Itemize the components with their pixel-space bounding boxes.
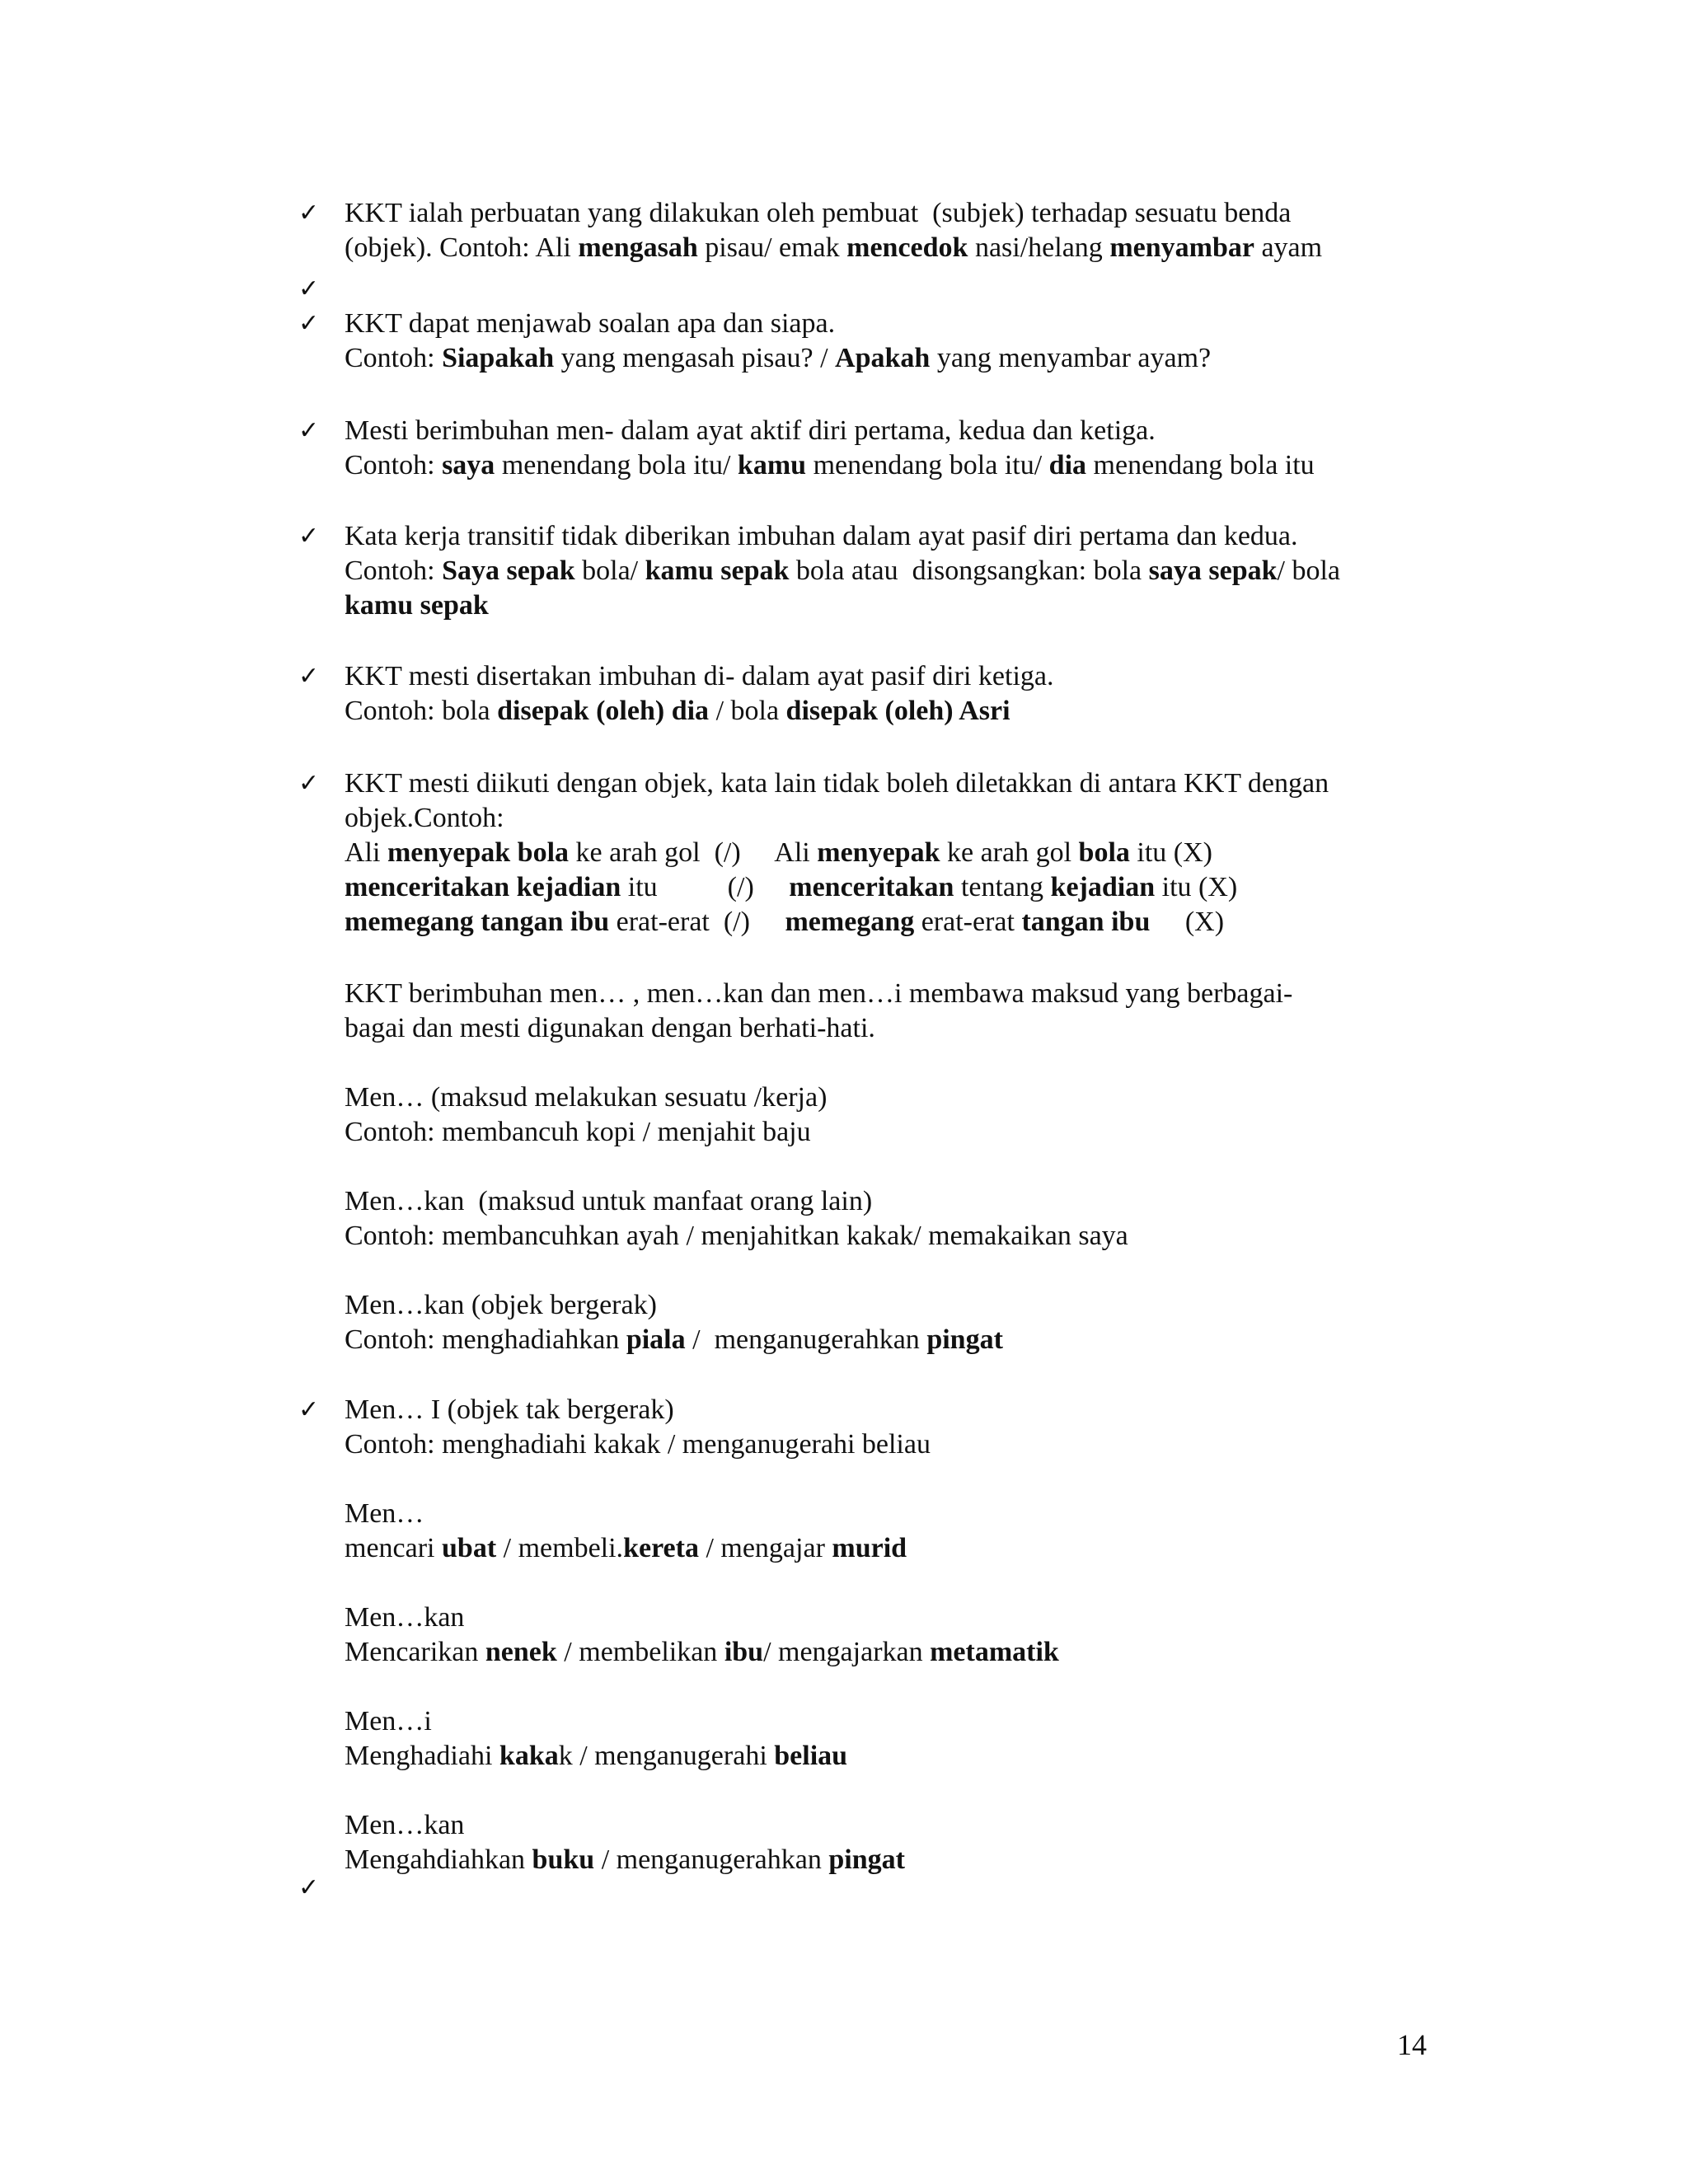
text-line: [345, 1323, 1441, 1357]
text-line: [345, 1393, 1441, 1427]
text-run: Ali: [345, 837, 387, 868]
text-run: pisau/ emak: [697, 232, 847, 263]
checkmark-icon: ✓: [298, 199, 320, 227]
text-run: / menganugerahkan: [594, 1844, 829, 1875]
text-run: menendang bola itu: [1086, 450, 1315, 480]
bold-text: menyepak: [817, 837, 940, 868]
text-run: ayam: [1254, 232, 1323, 263]
text-line: [345, 836, 1441, 870]
text-run: Contoh: bola: [345, 696, 498, 726]
text-run: mencari: [345, 1533, 442, 1563]
bullet-text: [345, 766, 1441, 940]
text-run: Men…kan: [345, 1810, 465, 1840]
text-run: (X): [1150, 907, 1225, 937]
text-run: (objek). Contoh: Ali: [345, 232, 579, 263]
bold-text: menyepak bola: [387, 837, 570, 868]
bold-text: ibu: [724, 1637, 764, 1667]
bold-text: murid: [832, 1533, 907, 1563]
text-run: / mengajar: [698, 1533, 832, 1563]
text-line: [345, 1635, 1441, 1670]
text-line: [345, 196, 1441, 231]
text-run: k / menganugerahi: [558, 1741, 775, 1771]
text-line: [345, 694, 1441, 729]
bold-text: mengasah: [578, 232, 698, 263]
text-line: [345, 1497, 1441, 1531]
text-line: [345, 1704, 1441, 1739]
text-line: [345, 588, 1441, 623]
text-line: [345, 1080, 1441, 1115]
text-run: Contoh:: [345, 343, 443, 373]
bold-text: kejadian: [1050, 872, 1156, 902]
text-line: [345, 1184, 1441, 1219]
text-line: [345, 554, 1441, 588]
text-run: Men…kan: [345, 1602, 465, 1633]
bold-text: tangan ibu: [1021, 907, 1151, 937]
text-run: Men… I (objek tak bergerak): [345, 1394, 674, 1425]
bold-text: Apakah: [835, 343, 931, 373]
text-run: bagai dan mesti digunakan dengan berhati-hati.: [345, 1013, 875, 1043]
text-line: [345, 1601, 1441, 1635]
bullet-text: [345, 519, 1441, 623]
bold-text: memegang tangan ibu: [345, 907, 610, 937]
text-run: menendang bola itu/: [806, 450, 1049, 480]
text-run: / bola: [709, 696, 786, 726]
text-line: [345, 977, 1441, 1011]
bold-text: nenek: [485, 1637, 557, 1667]
text-run: bola atau disongsangkan: bola: [789, 555, 1149, 586]
bold-text: pingat: [828, 1844, 905, 1875]
text-line: [345, 1843, 1441, 1877]
text-line: [345, 1462, 1441, 1497]
text-run: KKT ialah perbuatan yang dilakukan oleh pembuat (subjek) terhadap sesuatu benda: [345, 198, 1292, 228]
bold-text: beliau: [774, 1741, 848, 1771]
text-line: [345, 448, 1441, 483]
text-line: [345, 1808, 1441, 1843]
text-line: [345, 341, 1441, 376]
bold-text: kamu sepak: [645, 555, 790, 586]
text-line: [345, 519, 1441, 554]
text-line: [345, 1427, 1441, 1462]
text-run: KKT dapat menjawab soalan apa dan siapa.: [345, 308, 836, 339]
text-run: nasi/helang: [968, 232, 1110, 263]
text-run: Contoh: membancuhkan ayah / menjahitkan kakak/ memakaikan saya: [345, 1221, 1128, 1251]
text-run: Contoh:: [345, 555, 443, 586]
text-run: yang mengasah pisau? /: [554, 343, 836, 373]
text-run: Men… (maksud melakukan sesuatu /kerja): [345, 1082, 828, 1113]
text-line: [345, 801, 1441, 836]
bold-text: mencedok: [846, 232, 968, 263]
text-run: / bola: [1277, 555, 1341, 586]
text-run: ke arah gol (/) Ali: [569, 837, 818, 868]
text-line: [345, 1150, 1441, 1184]
text-run: Mesti berimbuhan men- dalam ayat aktif diri pertama, kedua dan ketiga.: [345, 415, 1156, 446]
text-run: Men…: [345, 1498, 424, 1529]
text-run: Contoh:: [345, 450, 443, 480]
text-run: Contoh: menghadiahkan: [345, 1324, 626, 1355]
bold-text: saya: [442, 450, 495, 480]
text-run: Men…i: [345, 1706, 432, 1736]
bold-text: menceritakan kejadian: [345, 872, 621, 902]
text-run: tentang: [954, 872, 1051, 902]
text-line: [345, 1288, 1441, 1323]
text-run: Contoh: membancuh kopi / menjahit baju: [345, 1117, 811, 1147]
text-line: [345, 1670, 1441, 1704]
bold-text: dia: [1048, 450, 1087, 480]
text-line: [345, 1531, 1441, 1566]
bold-text: menyambar: [1109, 232, 1254, 263]
text-run: itu (X): [1129, 837, 1212, 868]
bold-text: saya sepak: [1148, 555, 1278, 586]
bullet-text: [345, 659, 1441, 729]
bold-text: kamu sepak: [345, 590, 489, 621]
bold-text: kamu: [737, 450, 807, 480]
text-run: / menganugerahkan: [685, 1324, 927, 1355]
bold-text: Saya sepak: [442, 555, 575, 586]
text-line: [345, 1115, 1441, 1150]
bullet-text: [345, 1393, 1441, 1877]
text-line: [345, 1774, 1441, 1808]
page-number: 14: [1397, 2028, 1427, 2061]
text-line: [345, 231, 1441, 265]
text-run: Menghadiahi: [345, 1741, 499, 1771]
text-run: yang menyambar ayam?: [930, 343, 1212, 373]
text-line: [345, 659, 1441, 694]
text-run: erat-erat: [914, 907, 1022, 937]
bold-text: kereta: [623, 1533, 699, 1563]
text-line: [345, 1219, 1441, 1254]
bold-text: menceritakan: [789, 872, 954, 902]
bold-text: buku: [532, 1844, 595, 1875]
text-line: [345, 766, 1441, 801]
checkmark-icon: ✓: [298, 1873, 320, 1902]
checkmark-icon: ✓: [298, 769, 320, 798]
bullet-text: [345, 196, 1441, 265]
text-line: [345, 307, 1441, 341]
text-line: [345, 1739, 1441, 1774]
text-line: [345, 1254, 1441, 1288]
bold-text: memegang: [785, 907, 915, 937]
bold-text: pingat: [926, 1324, 1003, 1355]
text-run: KKT berimbuhan men… , men…kan dan men…i membawa maksud yang berbagai-: [345, 978, 1293, 1009]
text-run: Kata kerja transitif tidak diberikan imbuhan dalam ayat pasif diri pertama dan kedua.: [345, 521, 1298, 551]
text-line: [345, 870, 1441, 905]
bold-text: Siapakah: [442, 343, 555, 373]
text-run: menendang bola itu/: [495, 450, 738, 480]
text-run: erat-erat (/): [609, 907, 785, 937]
text-run: Mengahdiahkan: [345, 1844, 532, 1875]
text-run: Men…kan (maksud untuk manfaat orang lain): [345, 1186, 873, 1216]
checkmark-icon: ✓: [298, 274, 320, 303]
checkmark-icon: ✓: [298, 1395, 320, 1424]
bullet-text: [345, 977, 1441, 1357]
text-run: bola/: [574, 555, 645, 586]
text-run: itu (X): [1155, 872, 1238, 902]
text-line: [345, 414, 1441, 448]
text-run: Contoh: menghadiahi kakak / menganugerahi beliau: [345, 1429, 931, 1460]
text-run: / mengajarkan: [763, 1637, 931, 1667]
text-line: [345, 1011, 1441, 1046]
bold-text: ubat: [442, 1533, 497, 1563]
text-run: objek.Contoh:: [345, 803, 504, 833]
text-run: / membelikan: [556, 1637, 724, 1667]
checkmark-icon: ✓: [298, 416, 320, 445]
text-line: [345, 1046, 1441, 1080]
bold-text: kaka: [499, 1741, 559, 1771]
bold-text: metamatik: [930, 1637, 1059, 1667]
checkmark-icon: ✓: [298, 309, 320, 338]
bold-text: bola: [1078, 837, 1130, 868]
checkmark-icon: ✓: [298, 522, 320, 551]
text-line: [345, 1566, 1441, 1601]
text-run: / membeli.: [496, 1533, 624, 1563]
text-run: itu (/): [621, 872, 790, 902]
text-run: KKT mesti diikuti dengan objek, kata lain tidak boleh diletakkan di antara KKT dengan: [345, 768, 1329, 799]
text-run: KKT mesti disertakan imbuhan di- dalam ayat pasif diri ketiga.: [345, 661, 1054, 691]
text-run: Mencarikan: [345, 1637, 485, 1667]
text-run: Men…kan (objek bergerak): [345, 1290, 657, 1320]
bullet-text: [345, 307, 1441, 376]
checkmark-icon: ✓: [298, 662, 320, 691]
bold-text: disepak (oleh) dia: [497, 696, 710, 726]
bold-text: piala: [626, 1324, 686, 1355]
text-run: ke arah gol: [940, 837, 1079, 868]
bullet-text: [345, 414, 1441, 483]
text-line: [345, 905, 1441, 940]
bold-text: disepak (oleh) Asri: [785, 696, 1010, 726]
